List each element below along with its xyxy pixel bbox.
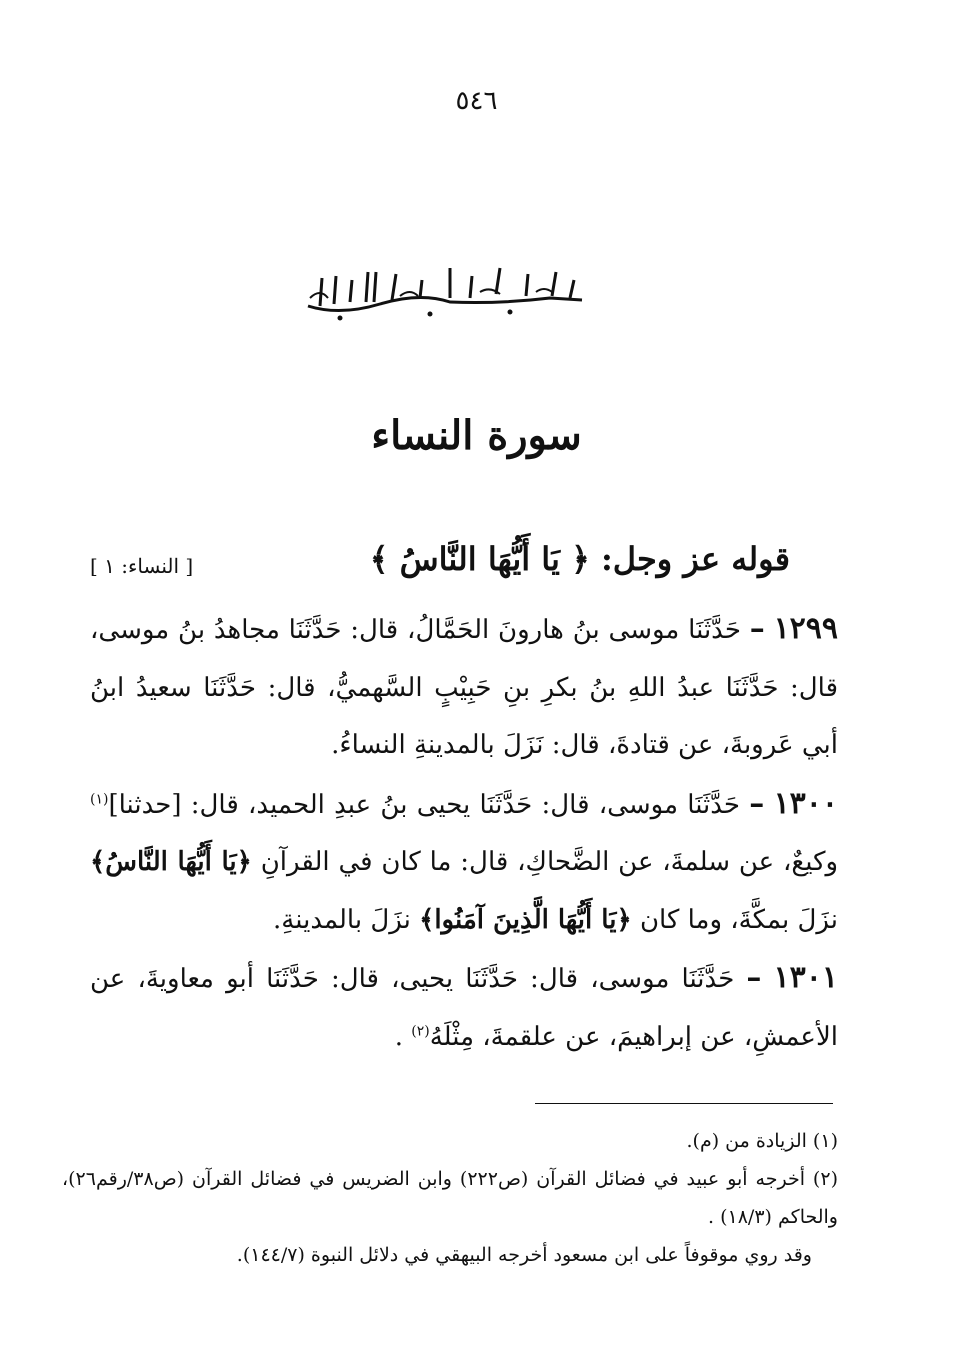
hadith-1300 <box>90 775 838 950</box>
quran-quote: ﴿يَا أَيُّهَا النَّاسُ﴾ <box>90 847 252 877</box>
footnote-2-continued: وقد روي موقوفاً على ابن مسعود أخرجه البيهقي في دلائل النبوة (١٤٤/٧). <box>236 1244 812 1266</box>
hadith-text: حَدَّثَنَا موسى بنُ هارونَ الحَمَّالُ، قال: حَدَّثَنَا مجاهدُ بنُ موسى، قال: حَدَّثَنَا عبدُ اللهِ بنُ بكرِ بنِ حَبِيْبٍ السَّهميُّ، قال: حَدَّثَنَا سعيدُ ابنُ أبي عَروبةَ، عن قتادةَ، قال: نَزَلَ بالمدينةِ النساءُ. <box>90 615 838 760</box>
verse-heading-text: قوله عز وجل: ﴿ يَا أَيُّهَا النَّاسُ ﴾ <box>369 540 790 578</box>
hadith-dash: – <box>746 960 762 995</box>
quran-quote: ﴿يَا أَيُّهَا الَّذِينَ آمَنُوا﴾ <box>419 904 632 935</box>
hadith-dash: – <box>749 785 765 821</box>
verse-reference: [ النساء: ١ ] <box>90 554 194 578</box>
hadith-text: حَدَّثَنَا موسى، قال: حَدَّثَنَا يحيى، قال: حَدَّثَنَا أبو معاويةَ، عن الأعمشِ، عن إبراهيمَ، عن علقمةَ، مِثْلَهُ <box>90 964 838 1052</box>
basmala-calligraphy <box>300 258 590 328</box>
verse-heading <box>90 540 790 590</box>
footnote-2: (٢) أخرجه أبو عبيد في فضائل القرآن (ص٢٢٢) وابن الضريس في فضائل القرآن (ص٣٨/رقم٢٦)، والحاكم (١٨/٣) . <box>62 1168 838 1228</box>
hadith-text: . <box>394 1021 412 1052</box>
hadith-text: حَدَّثَنَا موسى، قال: حَدَّثَنَا يحيى بنُ عبدِ الحميد، قال: [حدثنا] <box>108 789 740 820</box>
footnote-divider <box>535 1103 833 1104</box>
footnote-marker: (٢) <box>411 1022 430 1039</box>
hadith-text: نزَلَ بالمدينةِ. <box>273 904 420 935</box>
hadith-number: ١٣٠١ <box>773 960 838 995</box>
hadith-body <box>90 600 838 1066</box>
hadith-text: نزَلَ بمكَّةَ، وما كان <box>631 904 838 935</box>
hadith-1301 <box>90 949 838 1066</box>
hadith-text: وكيعٌ، عن سلمةَ، عن الضَّحاكِ، قال: ما كان في القرآنِ <box>251 847 839 877</box>
footnote-1: (١) الزيادة من (م). <box>686 1130 838 1152</box>
basmala-text <box>300 258 590 366</box>
footnote-marker: (١) <box>90 790 109 807</box>
footnotes <box>62 1122 838 1274</box>
hadith-number: ١٢٩٩ <box>773 611 839 646</box>
hadith-1299 <box>90 600 838 775</box>
surah-title: سورة النساء <box>371 412 582 459</box>
hadith-dash: – <box>749 611 765 646</box>
page-number: ٥٤٦ <box>455 86 498 116</box>
hadith-number: ١٣٠٠ <box>773 785 839 821</box>
